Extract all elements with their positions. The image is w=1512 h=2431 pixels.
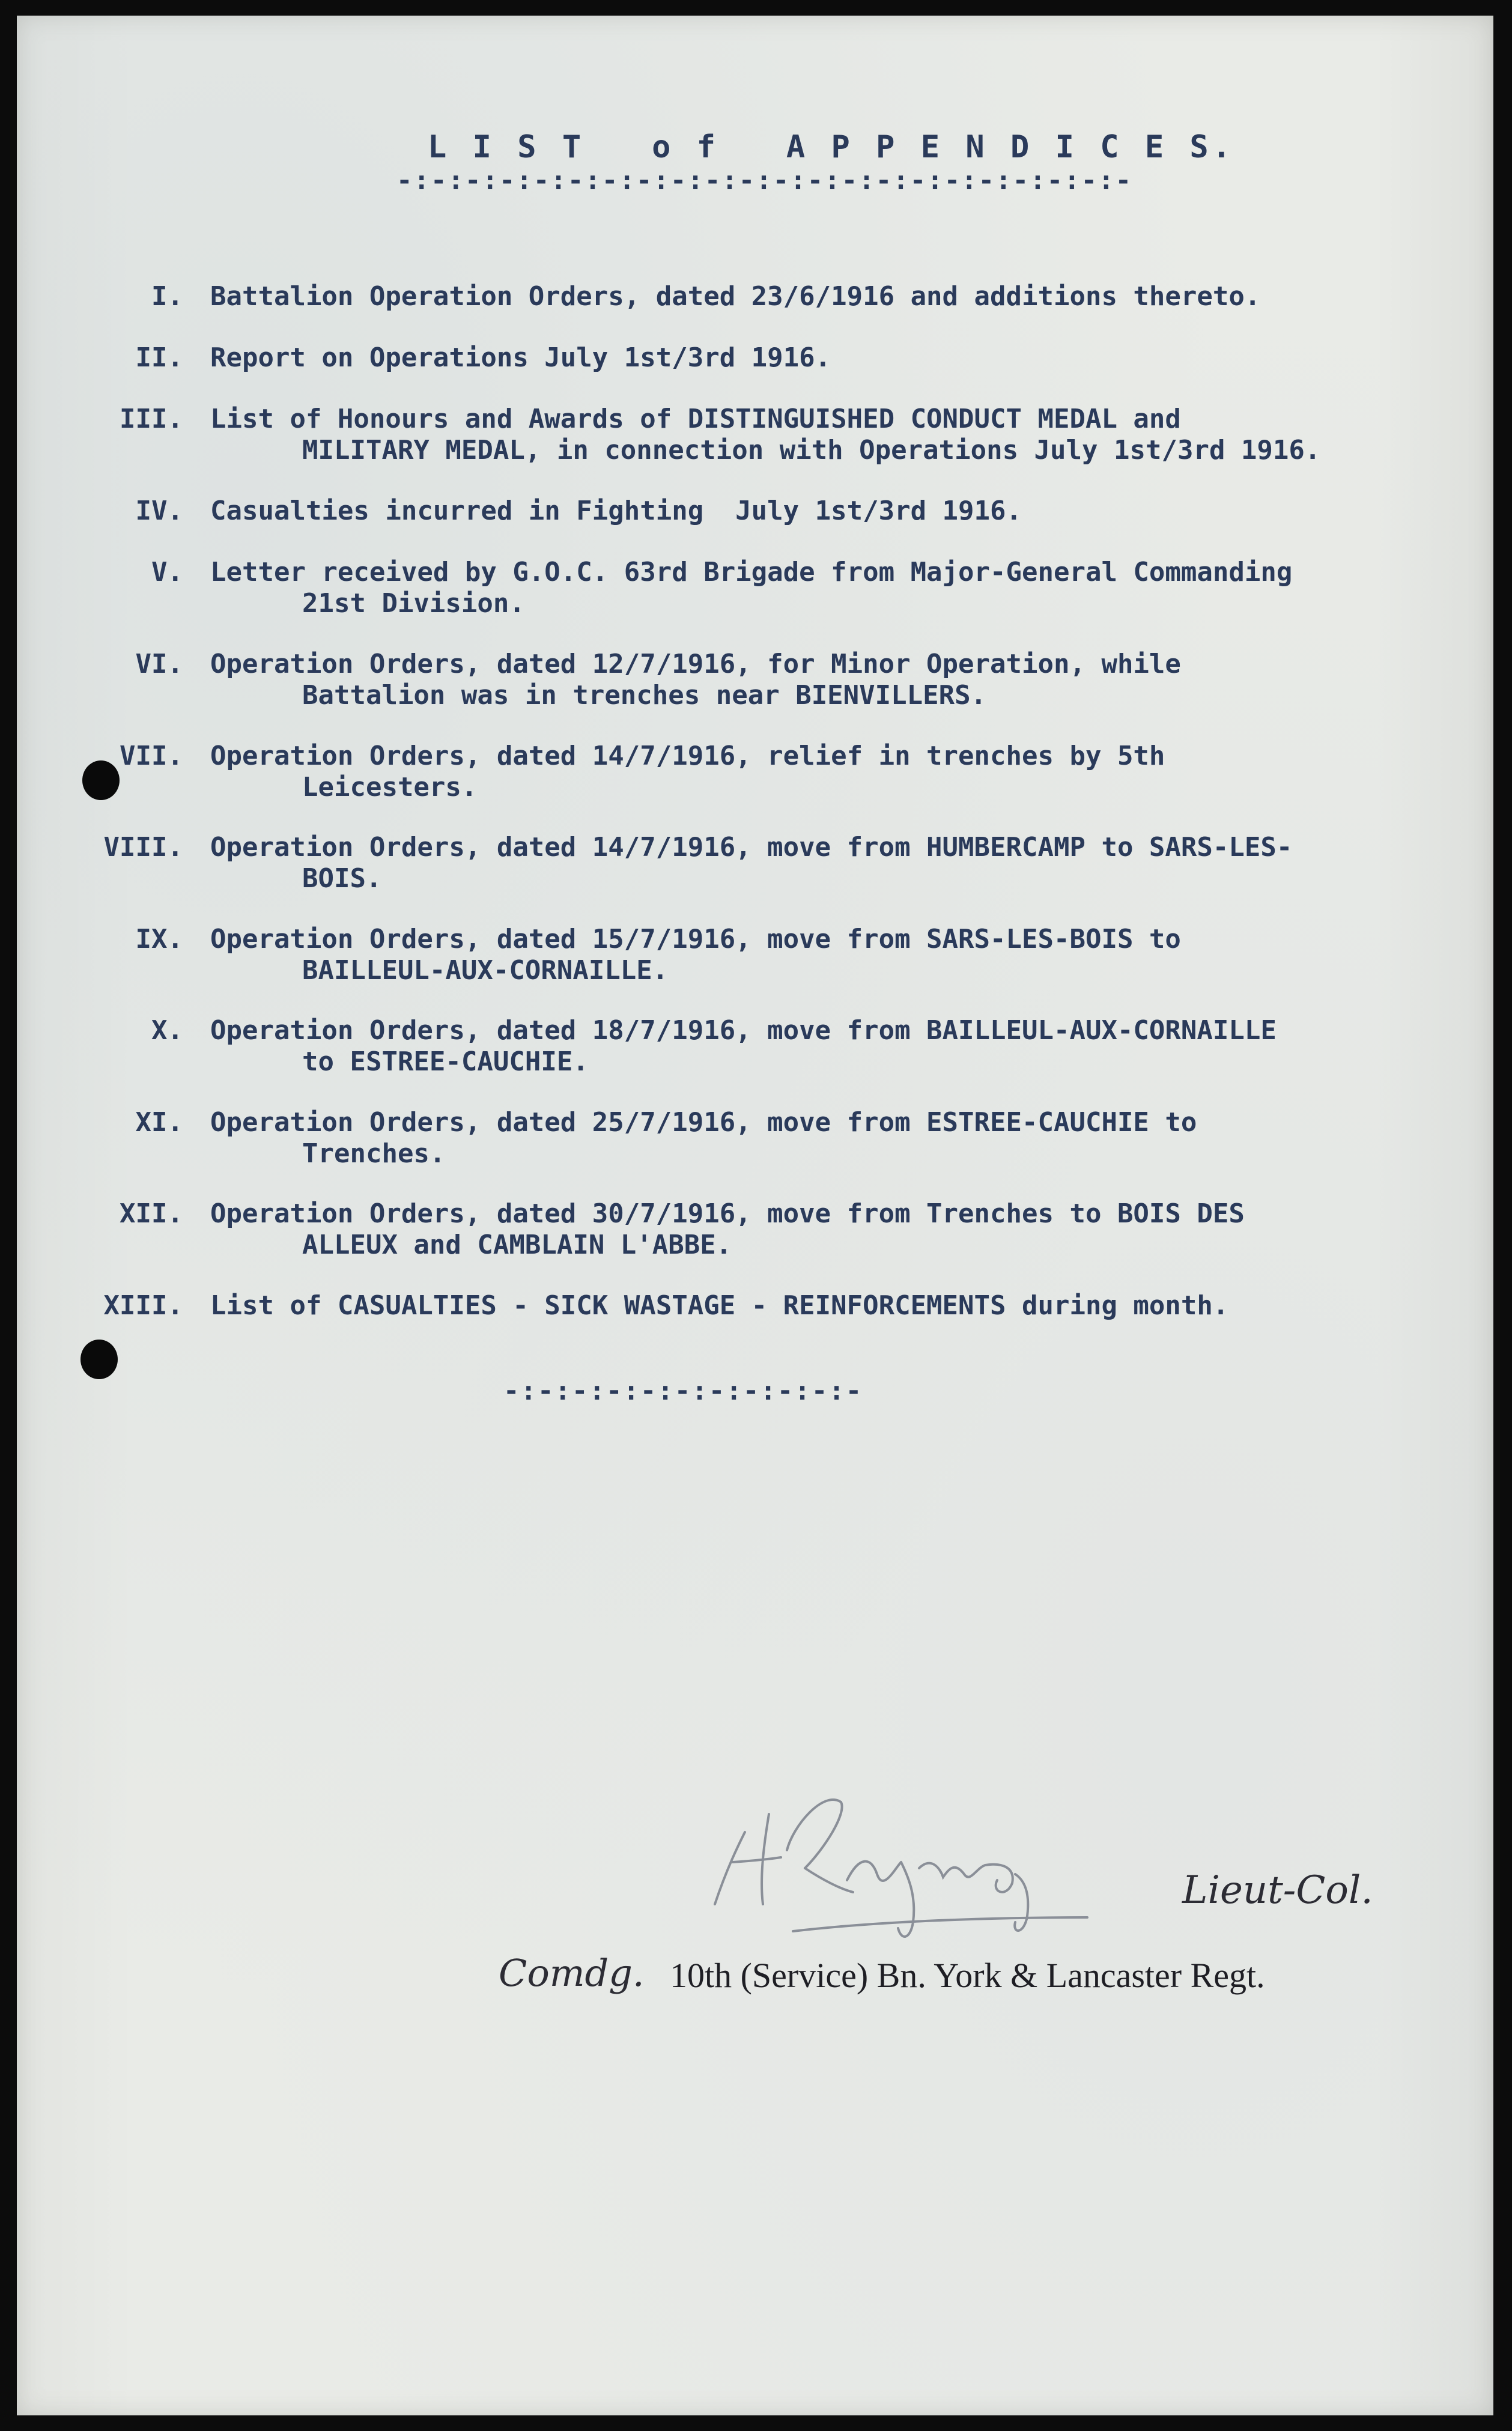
appendix-item: [0, 924, 1512, 1002]
appendix-text-line2: MILITARY MEDAL, in connection with Operations July 1st/3rd 1916.: [302, 435, 1321, 466]
appendix-number: X.: [151, 1015, 183, 1046]
appendix-text-line2: ALLEUX and CAMBLAIN L'ABBE.: [302, 1230, 732, 1260]
appendix-number: III.: [120, 404, 183, 434]
appendix-number: IX.: [135, 924, 183, 954]
appendix-text-line2: 21st Division.: [302, 588, 525, 619]
appendix-number: XI.: [135, 1107, 183, 1138]
appendix-text-line1: Letter received by G.O.C. 63rd Brigade from Major-General Commanding: [210, 557, 1293, 587]
appendix-number: I.: [151, 281, 183, 312]
appendix-text-line1: Report on Operations July 1st/3rd 1916.: [210, 342, 831, 373]
appendix-item: [0, 1015, 1512, 1093]
appendix-number: XII.: [120, 1198, 183, 1229]
appendix-text-line1: Battalion Operation Orders, dated 23/6/1916 and additions thereto.: [210, 281, 1261, 312]
appendix-item: [0, 1107, 1512, 1185]
appendix-text-line2: Battalion was in trenches near BIENVILLERS.: [302, 680, 987, 711]
appendix-text-line2: BOIS.: [302, 863, 382, 894]
appendix-number: VIII.: [103, 832, 183, 863]
appendix-number: V.: [151, 557, 183, 587]
appendix-text-line1: Operation Orders, dated 14/7/1916, relief in trenches by 5th: [210, 741, 1165, 771]
appendix-number: II.: [135, 342, 183, 373]
comdg-handwritten: Comdg.: [499, 1951, 645, 1995]
unit-stamp: 10th (Service) Bn. York & Lancaster Regt.: [670, 1956, 1265, 1995]
appendix-text-line1: List of CASUALTIES - SICK WASTAGE - REINFORCEMENTS during month.: [210, 1290, 1229, 1321]
appendix-number: VI.: [135, 649, 183, 679]
rank-handwritten: Lieut-Col.: [1182, 1868, 1373, 1913]
appendix-text-line2: to ESTREE-CAUCHIE.: [302, 1046, 589, 1077]
appendix-number: IV.: [135, 496, 183, 526]
appendix-item: [0, 1290, 1512, 1368]
appendix-text-line1: Operation Orders, dated 12/7/1916, for Minor Operation, while: [210, 649, 1181, 679]
appendix-text-line1: Operation Orders, dated 14/7/1916, move from HUMBERCAMP to SARS-LES-: [210, 832, 1293, 863]
punch-hole: [80, 1340, 118, 1379]
page-title: L I S T o f A P P E N D I C E S.: [428, 129, 1235, 165]
handwritten-signature: [703, 1778, 1123, 1958]
appendix-text-line1: List of Honours and Awards of DISTINGUISHED CONDUCT MEDAL and: [210, 404, 1181, 434]
appendix-text-line2: Leicesters.: [302, 772, 478, 803]
appendix-number: XIII.: [103, 1290, 183, 1321]
appendix-item: [0, 557, 1512, 635]
appendix-text-line2: Trenches.: [302, 1138, 446, 1169]
appendix-item: [0, 1198, 1512, 1276]
appendix-number: VII.: [120, 741, 183, 771]
end-rule: -:-:-:-:-:-:-:-:-:-:-: [503, 1376, 863, 1406]
appendix-text-line1: Operation Orders, dated 18/7/1916, move from BAILLEUL-AUX-CORNAILLE: [210, 1015, 1277, 1046]
appendix-item: [0, 649, 1512, 727]
appendix-text-line1: Operation Orders, dated 25/7/1916, move from ESTREE-CAUCHIE to: [210, 1107, 1197, 1138]
appendix-item: [0, 832, 1512, 910]
appendix-text-line1: Casualties incurred in Fighting July 1st/3rd 1916.: [210, 496, 1022, 526]
appendix-text-line1: Operation Orders, dated 30/7/1916, move from Trenches to BOIS DES: [210, 1198, 1245, 1229]
appendix-item: [0, 404, 1512, 482]
punch-hole: [82, 760, 120, 800]
title-rule: -:-:-:-:-:-:-:-:-:-:-:-:-:-:-:-:-:-:-:-:-:-: [396, 165, 1133, 196]
appendix-text-line1: Operation Orders, dated 15/7/1916, move from SARS-LES-BOIS to: [210, 924, 1181, 954]
appendix-text-line2: BAILLEUL-AUX-CORNAILLE.: [302, 955, 669, 986]
appendix-item: [0, 741, 1512, 819]
